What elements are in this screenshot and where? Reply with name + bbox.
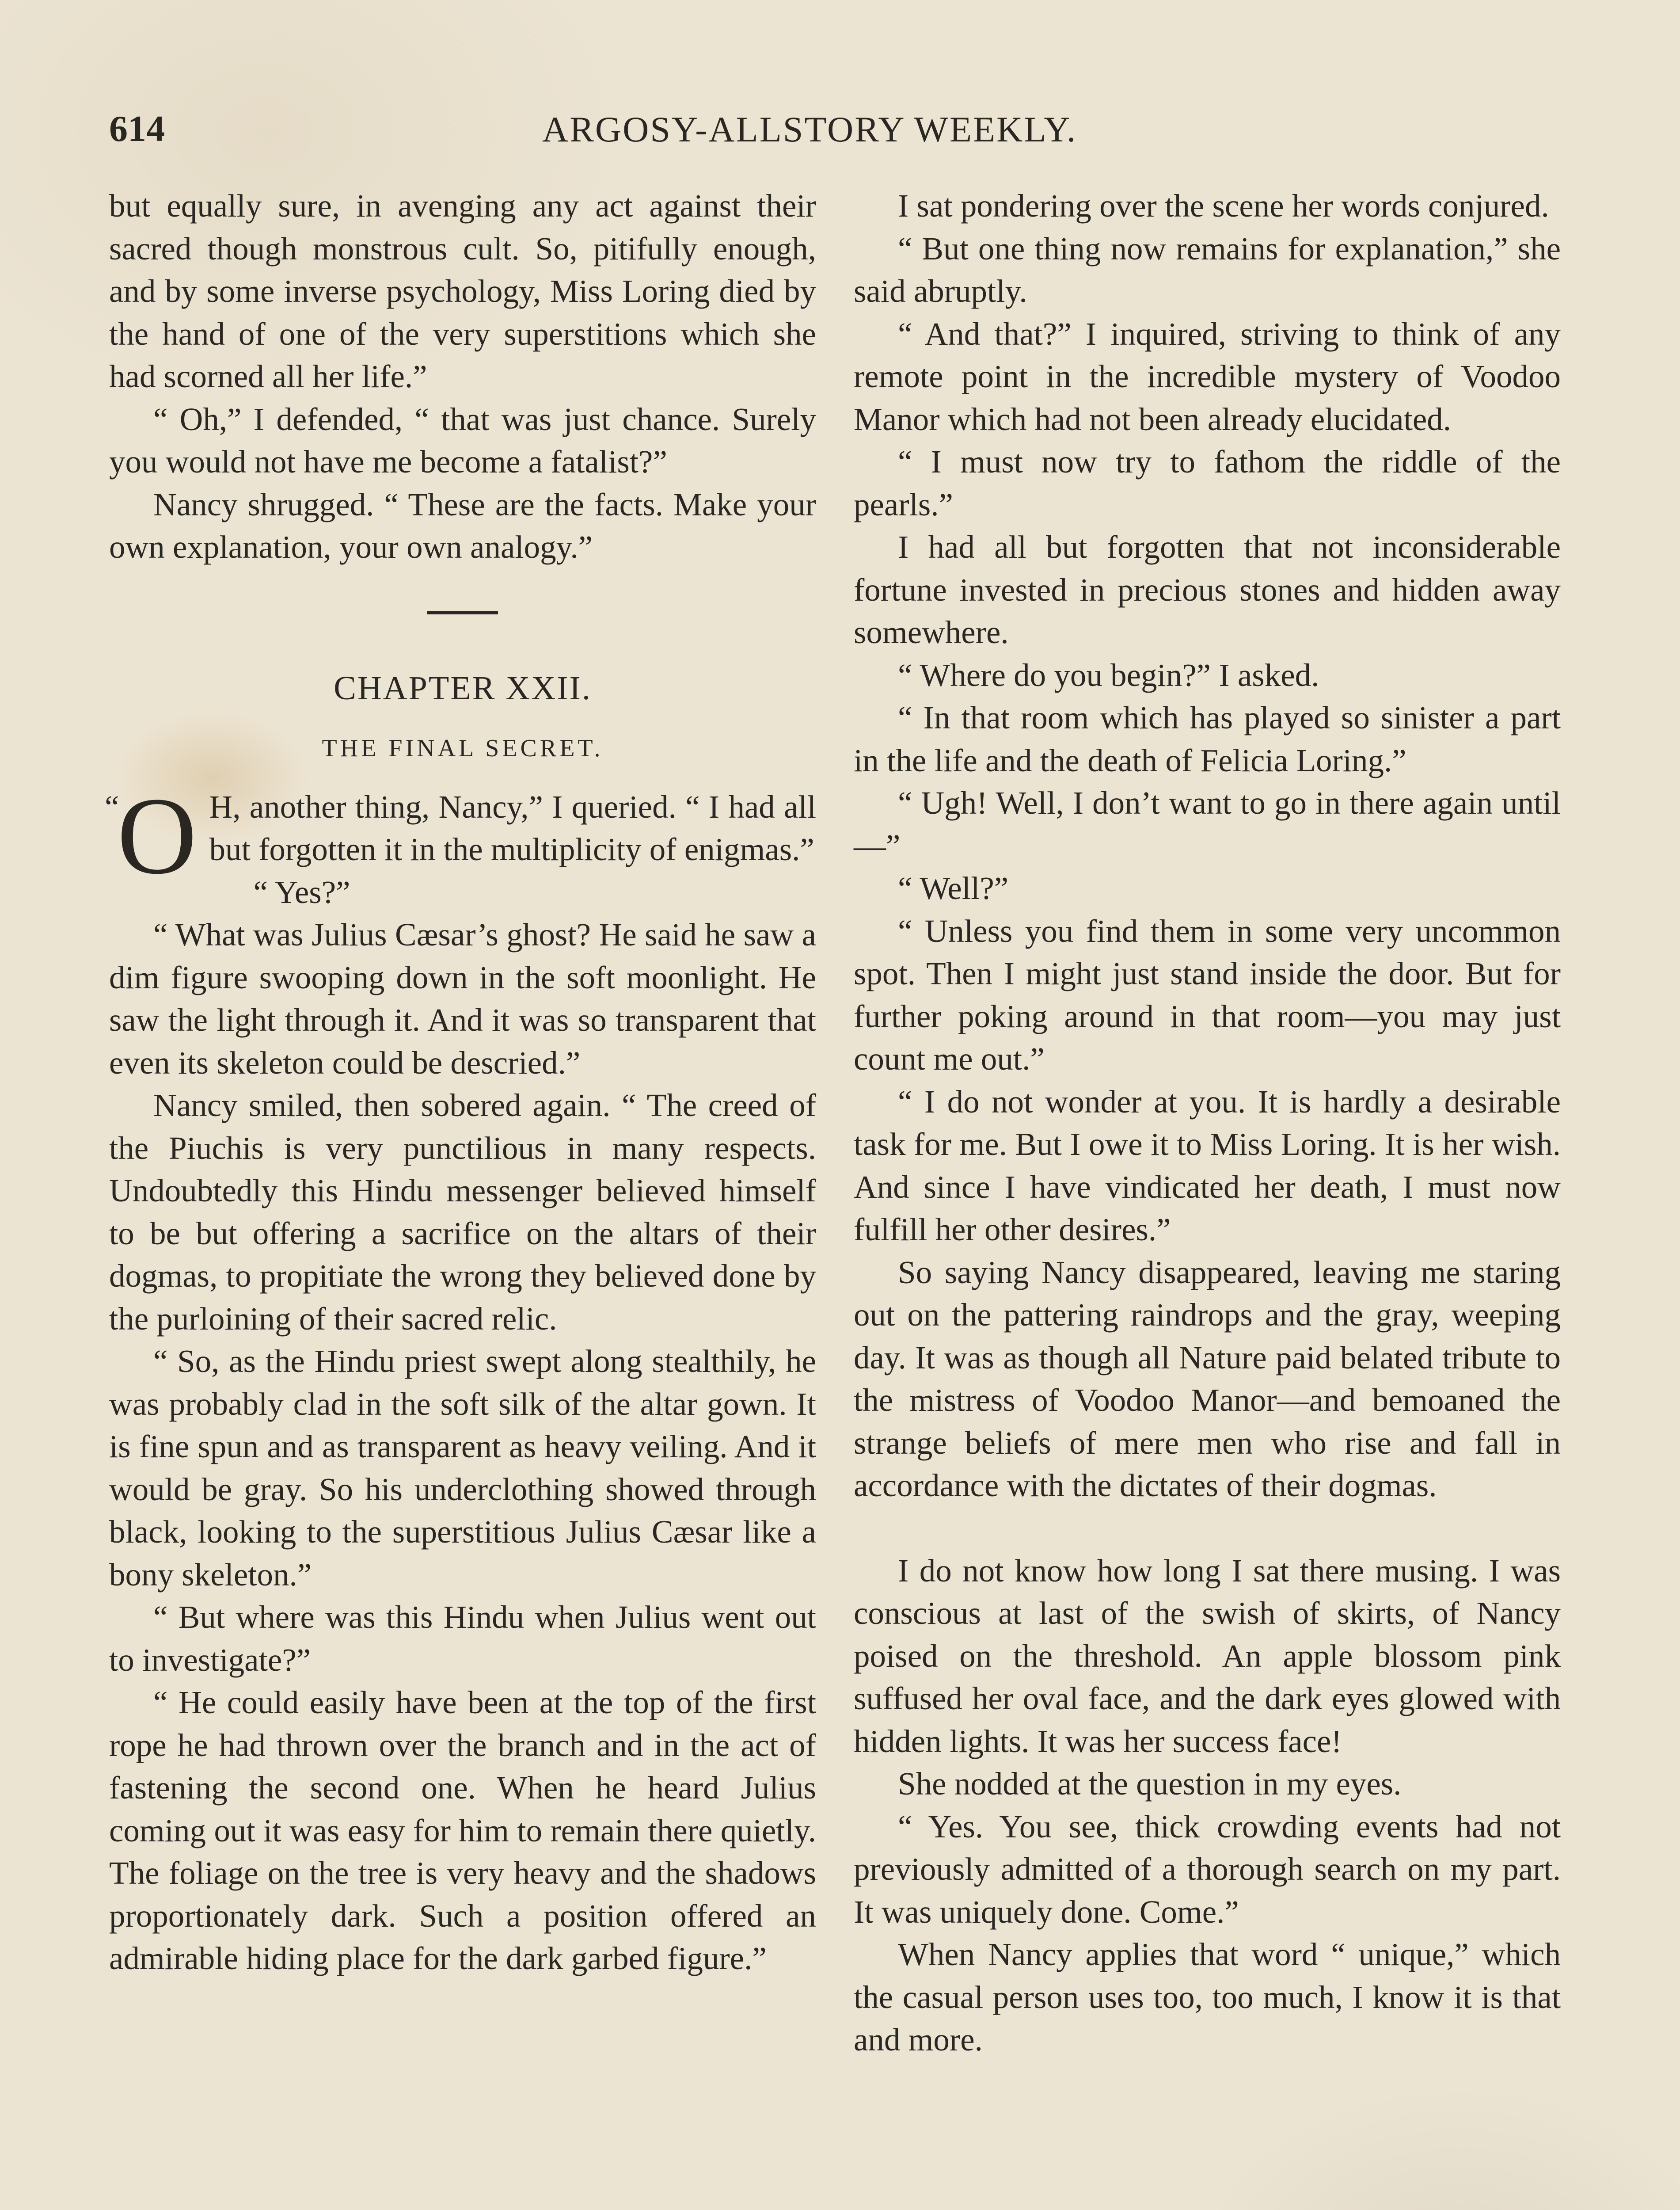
paragraph: “ I must now try to fathom the riddle of the pearls.”: [854, 444, 1561, 522]
paragraph: “ Yes. You see, thick crowding events had not previously admitted of a thorough search on my part. It was uniquely done. Come.”: [854, 1808, 1561, 1930]
paragraph: Nancy smiled, then sobered again. “ The creed of the Piuchis is very punctilious in many respects. Undoubtedly this Hindu messenger believed himself to be but offering a sacrifice on the altars of their dogmas, to propitiate the wrong they believed done by the purloining of their sacred relic.: [109, 1087, 816, 1337]
paragraph: “ Yes?”: [253, 874, 350, 910]
paragraph: I had all but forgotten that not inconsiderable fortune invested in precious stones and hidden away somewhere.: [854, 529, 1561, 650]
section-break: [854, 1507, 1561, 1550]
paragraph: “ Well?”: [898, 870, 1009, 906]
chapter-title: CHAPTER XXII.: [334, 669, 592, 707]
paragraph: “ So, as the Hindu priest swept along stealthily, he was probably clad in the soft silk of the altar gown. It is fine spun and as transparent as heavy veiling. And it would be gray. So his underclothing showed through black, looking to the superstitious Julius Cæsar like a bony skeleton.”: [109, 1343, 816, 1593]
paragraph: “ Where do you begin?” I asked.: [898, 657, 1319, 693]
opening-quote-mark: “: [105, 789, 119, 825]
paragraph: “ Ugh! Well, I don’t want to go in there again until—”: [854, 785, 1561, 864]
paragraph: “ Oh,” I defended, “ that was just chance. Surely you would not have me become a fatalist?”: [109, 401, 816, 480]
paragraph: “ He could easily have been at the top of the first rope he had thrown over the branch and in the act of fastening the second one. When he heard Julius coming out it was easy for him to remain there quietly. The foliage on the tree is very heavy and the shadows proportionately dark. Such a position offered an admirable hiding place for the dark garbed figure.”: [109, 1684, 816, 1976]
paragraph: “ In that room which has played so sinister a part in the life and the death of Felicia Loring.”: [854, 700, 1561, 778]
page-number: 614: [109, 108, 165, 149]
paragraph: “ But where was this Hindu when Julius went out to investigate?”: [109, 1599, 816, 1678]
section-divider: [427, 611, 498, 614]
paragraph: Nancy shrugged. “ These are the facts. Make your own explanation, your own analogy.”: [109, 486, 816, 565]
paragraph: So saying Nancy disappeared, leaving me staring out on the pattering raindrops and the gray, weeping day. It was as though all Nature paid belated tribute to the mistress of Voodoo Manor—and bemoaned the strange beliefs of mere men who rise and fall in accordance with the dictates of their dogmas.: [854, 1254, 1561, 1503]
paragraph: H, another thing, Nancy,” I queried. “ I had all but forgotten it in the multiplicity of enigmas.”: [209, 789, 816, 867]
right-column: [854, 185, 1561, 2061]
paragraph: I sat pondering over the scene her words conjured.: [898, 188, 1549, 224]
paragraph: She nodded at the question in my eyes.: [898, 1766, 1402, 1802]
left-column: [105, 185, 816, 1980]
paragraph: I do not know how long I sat there musing. I was conscious at last of the swish of skirts, of Nancy poised on the threshold. An apple blossom pink suffused her oval face, and the dark eyes glowed with hidden lights. It was her success face!: [854, 1552, 1561, 1759]
paragraph: “ But one thing now remains for explanation,” she said abruptly.: [854, 230, 1561, 309]
chapter-subtitle: THE FINAL SECRET.: [322, 734, 604, 762]
running-head: ARGOSY-ALLSTORY WEEKLY.: [542, 109, 1077, 149]
paragraph: “ What was Julius Cæsar’s ghost? He said he saw a dim figure swooping down in the soft moonlight. He saw the light through it. And it was so transparent that even its skeleton could be descried.”: [109, 917, 816, 1081]
drop-cap-letter: O: [117, 774, 197, 897]
paragraph: “ Unless you find them in some very uncommon spot. Then I might just stand inside the door. But for further poking around in that room—you may just count me out.”: [854, 913, 1561, 1077]
paragraph: “ I do not wonder at you. It is hardly a desirable task for me. But I owe it to Miss Loring. It is her wish. And since I have vindicated her death, I must now fulfill her other desires.”: [854, 1083, 1561, 1247]
paragraph: When Nancy applies that word “ unique,” which the casual person uses too, too much, I know it is that and more.: [854, 1936, 1561, 2058]
page-header: [109, 100, 1563, 157]
paragraph: but equally sure, in avenging any act against their sacred though monstrous cult. So, pitifully enough, and by some inverse psychology, Miss Loring died by the hand of one of the very superstitions which she had scorned all her life.”: [109, 188, 816, 394]
paragraph: “ And that?” I inquired, striving to think of any remote point in the incredible mystery of Voodoo Manor which had not been already elucidated.: [854, 316, 1561, 437]
